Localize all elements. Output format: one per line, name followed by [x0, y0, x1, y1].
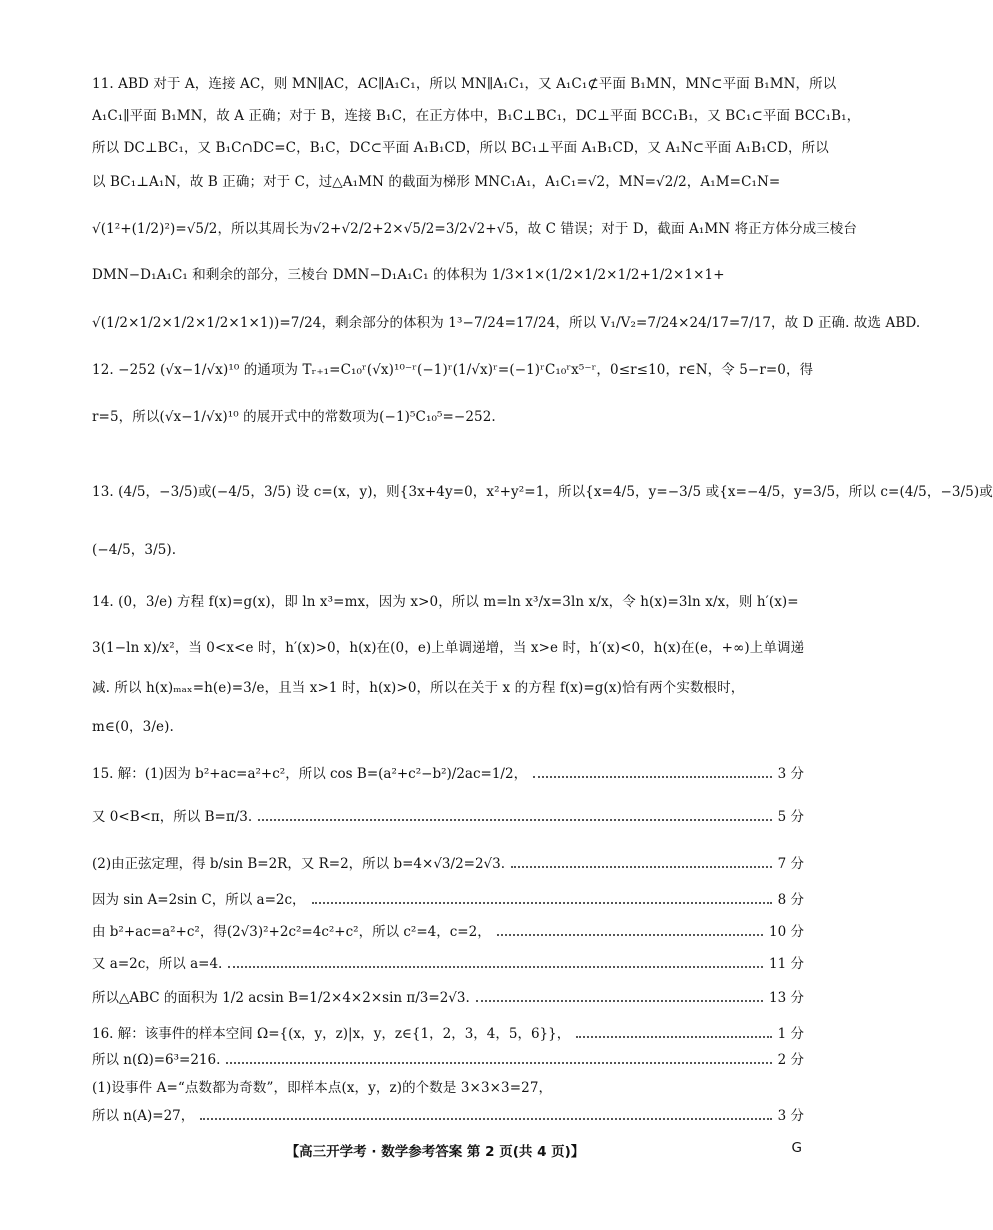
problem-11-line-1: 11. ABD 对于 A，连接 AC，则 MN∥AC，AC∥A₁C₁，所以 MN∥A₁C₁，又 A₁C₁⊄平面 B₁MN，MN⊂平面 B₁MN，所以 — [92, 76, 837, 92]
step-text: 由 b²+ac=a²+c²，得(2√3)²+2c²=4c²+c²，所以 c²=4，c=2， — [92, 924, 491, 940]
dotted-leader — [476, 999, 763, 1002]
step-score: 8 分 — [777, 892, 804, 908]
problem-16-step-3: (1)设事件 A=“点数都为奇数”，即样本点(x，y，z)的个数是 3×3×3=27， — [92, 1080, 553, 1096]
problem-11-line-5: √(1²+(1/2)²)=√5/2，所以其周长为√2+√2/2+2×√5/2=3/2√2+√5，故 C 错误；对于 D，截面 A₁MN 将正方体分成三棱台 — [92, 221, 857, 237]
problem-16-step-4 — [92, 1104, 804, 1124]
problem-12-line-2: r=5，所以(√x−1/√x)¹⁰ 的展开式中的常数项为(−1)⁵C₁₀⁵=−252. — [92, 409, 496, 425]
step-text: 又 a=2c，所以 a=4. — [92, 956, 223, 972]
dotted-leader — [497, 933, 763, 936]
problem-13-line-2: (−4/5，3/5). — [92, 542, 177, 558]
step-score: 13 分 — [769, 990, 804, 1006]
dotted-leader — [576, 1035, 771, 1038]
version-code: G — [791, 1140, 802, 1156]
problem-15-step-7 — [92, 986, 804, 1006]
dotted-leader — [511, 865, 772, 868]
step-text: 16. 解：该事件的样本空间 Ω={(x，y，z)|x，y，z∈{1，2，3，4，5，6}}， — [92, 1026, 571, 1042]
problem-14-line-1: 14. (0，3/e) 方程 f(x)=g(x)，即 ln x³=mx，因为 x>0，所以 m=ln x³/x=3ln x/x，令 h(x)=3ln x/x，则 h′(x)= — [92, 594, 799, 610]
problem-15-step-5 — [92, 920, 804, 940]
problem-14-line-3: 减. 所以 h(x)ₘₐₓ=h(e)=3/e，且当 x>1 时，h(x)>0，所以在关于 x 的方程 f(x)=g(x)恰有两个实数根时， — [92, 680, 745, 696]
dotted-leader — [200, 1117, 771, 1120]
problem-15-step-2 — [92, 805, 804, 825]
step-score: 1 分 — [777, 1026, 804, 1042]
problem-15-step-6 — [92, 952, 804, 972]
step-score: 11 分 — [769, 956, 804, 972]
step-score: 7 分 — [777, 856, 804, 872]
dotted-leader — [312, 901, 772, 904]
step-text: 因为 sin A=2sin C，所以 a=2c， — [92, 892, 306, 908]
problem-11-line-4: 以 BC₁⊥A₁N，故 B 正确；对于 C，过△A₁MN 的截面为梯形 MNC₁A₁，A₁C₁=√2，MN=√2/2，A₁M=C₁N= — [92, 174, 781, 190]
step-text: 15. 解：(1)因为 b²+ac=a²+c²，所以 cos B=(a²+c²−b²)/2ac=1/2， — [92, 766, 528, 782]
dotted-leader — [226, 1061, 771, 1064]
step-text: 又 0<B<π，所以 B=π/3. — [92, 809, 253, 825]
problem-15-step-1 — [92, 762, 804, 782]
step-score: 5 分 — [777, 809, 804, 825]
problem-12-line-1: 12. −252 (√x−1/√x)¹⁰ 的通项为 Tᵣ₊₁=C₁₀ʳ(√x)¹⁰⁻ʳ(−1)ʳ(1/√x)ʳ=(−1)ʳC₁₀ʳx⁵⁻ʳ，0≤r≤10，r∈N，令 5−r=0，得 — [92, 362, 814, 378]
step-score: 2 分 — [777, 1052, 804, 1068]
step-score: 3 分 — [777, 766, 804, 782]
dotted-leader — [258, 818, 771, 821]
step-score: 3 分 — [777, 1108, 804, 1124]
problem-13-line-1: 13. (4/5，−3/5)或(−4/5，3/5) 设 c=(x，y)，则{3x+4y=0，x²+y²=1，所以{x=4/5，y=−3/5 或{x=−4/5，y=3/5，所以 c=(4/5，−3/5)或 — [92, 484, 993, 500]
problem-14-line-2: 3(1−ln x)/x²，当 0<x<e 时，h′(x)>0，h(x)在(0，e)上单调递增，当 x>e 时，h′(x)<0，h(x)在(e，+∞)上单调递 — [92, 640, 805, 656]
problem-16-step-2 — [92, 1048, 804, 1068]
dotted-leader — [533, 775, 772, 778]
problem-15-step-3 — [92, 852, 804, 872]
step-text: (2)由正弦定理，得 b/sin B=2R，又 R=2，所以 b=4×√3/2=2√3. — [92, 856, 506, 872]
step-text: 所以 n(Ω)=6³=216. — [92, 1052, 221, 1068]
problem-16-step-1 — [92, 1022, 804, 1042]
problem-15-step-4 — [92, 888, 804, 908]
dotted-leader — [228, 965, 763, 968]
problem-11-line-2: A₁C₁∥平面 B₁MN，故 A 正确；对于 B，连接 B₁C，在正方体中，B₁C⊥BC₁，DC⊥平面 BCC₁B₁，又 BC₁⊂平面 BCC₁B₁， — [92, 108, 861, 124]
step-text: 所以 n(A)=27， — [92, 1108, 195, 1124]
problem-11-line-7: √(1/2×1/2×1/2×1/2×1×1))=7/24，剩余部分的体积为 1³−7/24=17/24，所以 V₁/V₂=7/24×24/17=7/17，故 D 正确. 故选 ABD. — [92, 315, 921, 331]
step-score: 10 分 — [769, 924, 804, 940]
problem-11-line-6: DMN−D₁A₁C₁ 和剩余的部分，三棱台 DMN−D₁A₁C₁ 的体积为 1/3×1×(1/2×1/2×1/2+1/2×1×1+ — [92, 267, 725, 283]
problem-14-line-4: m∈(0，3/e). — [92, 719, 174, 735]
problem-11-line-3: 所以 DC⊥BC₁，又 B₁C∩DC=C，B₁C，DC⊂平面 A₁B₁CD，所以 BC₁⊥平面 A₁B₁CD，又 A₁N⊂平面 A₁B₁CD，所以 — [92, 140, 829, 156]
step-text: 所以△ABC 的面积为 1/2 acsin B=1/2×4×2×sin π/3=2√3. — [92, 990, 470, 1006]
page-footer: 【高三开学考 · 数学参考答案 第 2 页(共 4 页)】 — [285, 1144, 585, 1160]
